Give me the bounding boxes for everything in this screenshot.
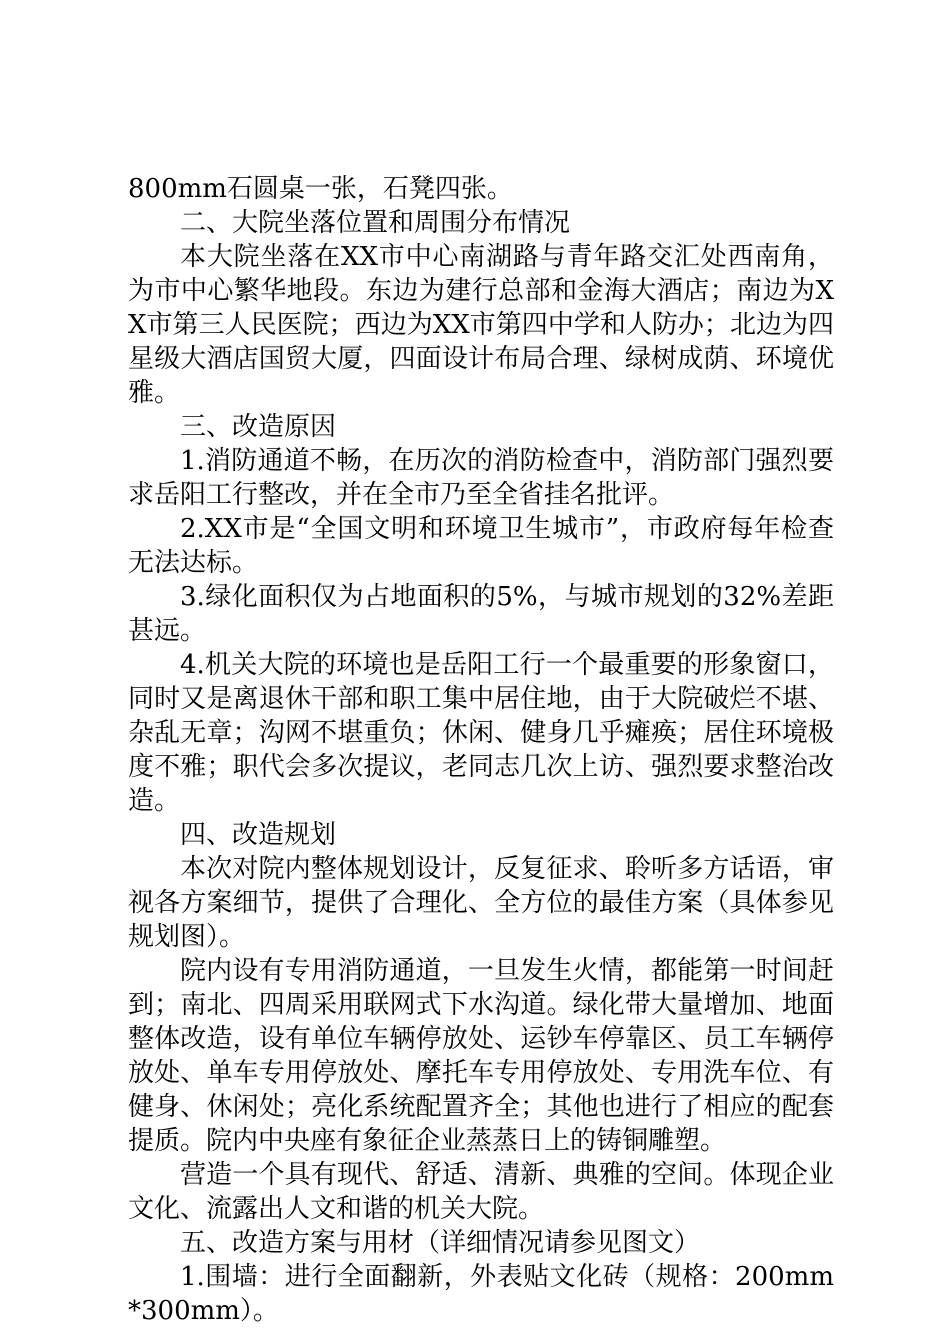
paragraph-location: 本大院坐落在XX市中心南湖路与青年路交汇处西南角，为市中心繁华地段。东边为建行总部和金海大酒店；南边为XX市第三人民医院；西边为XX市第四中学和人防办；北边为四星级大酒店国贸大厦，四面设计布局合理、绿树成荫、环境优雅。 xyxy=(128,242,834,408)
plan-item-1: 1.围墙：进行全面翻新，外表贴文化砖（规格：200mm*300mm）。 xyxy=(128,1262,834,1326)
paragraph-goal: 营造一个具有现代、舒适、清新、典雅的空间。体现企业文化、流露出人文和谐的机关大院。 xyxy=(128,1160,834,1224)
paragraph-continuation: 800mm石圆桌一张，石凳四张。 xyxy=(128,174,513,204)
paragraph-planning: 本次对院内整体规划设计，反复征求、聆听多方话语，审视各方案细节，提供了合理化、全方位的最佳方案（具体参见规划图）。 xyxy=(128,854,834,952)
reason-item-3: 3.绿化面积仅为占地面积的5%，与城市规划的32%差距甚远。 xyxy=(128,582,834,646)
document-body xyxy=(128,172,834,1328)
section-heading-plan-materials: 五、改造方案与用材（详细情况请参见图文） xyxy=(180,1228,701,1258)
section-heading-reasons: 三、改造原因 xyxy=(180,412,337,442)
section-heading-location: 二、大院坐落位置和周围分布情况 xyxy=(180,208,571,238)
reason-item-1: 1.消防通道不畅，在历次的消防检查中，消防部门强烈要求岳阳工行整改，并在全市乃至全省挂名批评。 xyxy=(128,446,834,510)
paragraph-facilities: 院内设有专用消防通道，一旦发生火情，都能第一时间赶到；南北、四周采用联网式下水沟道。绿化带大量增加、地面整体改造，设有单位车辆停放处、运钞车停靠区、员工车辆停放处、单车专用停放处、摩托车专用停放处、专用洗车位、有健身、休闲处；亮化系统配置齐全；其他也进行了相应的配套提质。院内中央座有象征企业蒸蒸日上的铸铜雕塑。 xyxy=(128,956,834,1156)
reason-item-4: 4.机关大院的环境也是岳阳工行一个最重要的形象窗口，同时又是离退休干部和职工集中居住地，由于大院破烂不堪、杂乱无章；沟网不堪重负；休闲、健身几乎瘫痪；居住环境极度不雅；职代会多次提议，老同志几次上访、强烈要求整治改造。 xyxy=(128,650,834,816)
section-heading-planning: 四、改造规划 xyxy=(180,820,337,850)
reason-item-2: 2.XX市是“全国文明和环境卫生城市”，市政府每年检查无法达标。 xyxy=(128,514,834,578)
